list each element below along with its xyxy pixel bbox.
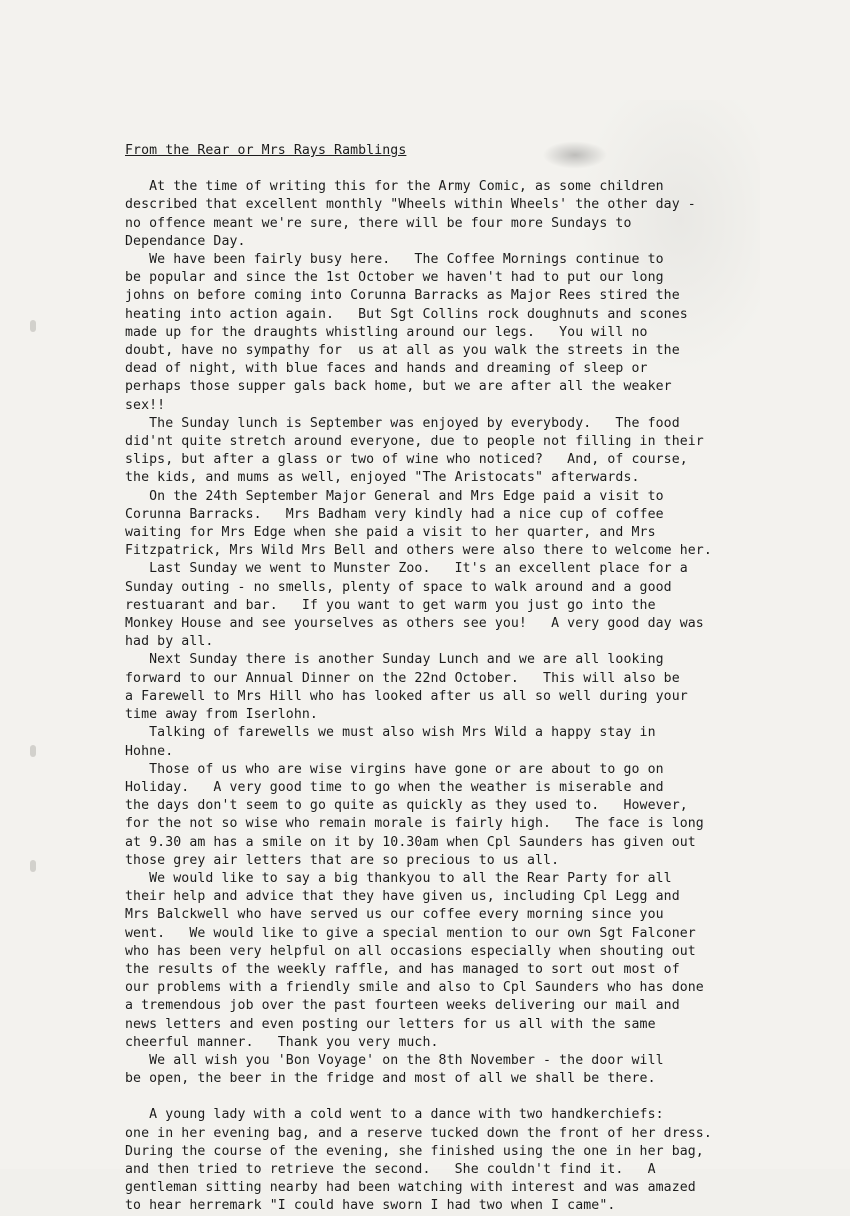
text-line: The Sunday lunch is September was enjoyed by everybody. The food [125,415,680,431]
text-line: who has been very helpful on all occasions especially when shouting out [125,943,696,959]
text-line: Next Sunday there is another Sunday Lunch and we are all looking [125,652,664,668]
text-line: had by all. [125,634,214,650]
text-line: Fitzpatrick, Mrs Wild Mrs Bell and others were also there to welcome her. [125,543,712,559]
text-line: Hohne. [125,743,174,759]
text-line: We all wish you 'Bon Voyage' on the 8th November - the door will [125,1052,664,1068]
text-line: for the not so wise who remain morale is fairly high. The face is long [125,816,704,832]
punch-mark [30,745,36,757]
text-line: We would like to say a big thankyou to all the Rear Party for all [125,870,672,886]
text-line: Last Sunday we went to Munster Zoo. It's an excellent place for a [125,561,688,577]
text-line: On the 24th September Major General and Mrs Edge paid a visit to [125,488,664,504]
text-line: restuarant and bar. If you want to get warm you just go into the [125,597,656,613]
punch-mark [30,320,36,332]
paragraph [125,488,735,561]
text-line: did'nt quite stretch around everyone, due to people not filling in their [125,434,704,450]
text-line: one in her evening bag, and a reserve tucked down the front of her dress. [125,1125,712,1141]
text-line: Monkey House and see yourselves as others see you! A very good day was [125,616,704,632]
text-line: dead of night, with blue faces and hands and dreaming of sleep or [125,361,648,377]
text-line: Holiday. A very good time to go when the weather is miserable and [125,779,664,795]
text-line: the days don't seem to go quite as quickly as they used to. However, [125,798,688,814]
text-line: doubt, have no sympathy for us at all as you walk the streets in the [125,343,680,359]
text-line: forward to our Annual Dinner on the 22nd October. This will also be [125,670,680,686]
text-line: slips, but after a glass or two of wine who noticed? And, of course, [125,452,688,468]
text-line: and then tried to retrieve the second. She couldn't find it. A [125,1161,656,1177]
paragraph [125,761,735,870]
paragraph [125,651,735,724]
text-line: Talking of farewells we must also wish Mrs Wild a happy stay in [125,725,656,741]
text-line: no offence meant we're sure, there will be four more Sundays to [125,215,632,231]
paragraph [125,560,735,651]
paragraph [125,251,735,415]
paragraph [125,870,735,1052]
text-line: their help and advice that they have given us, including Cpl Legg and [125,889,680,905]
text-line: a Farewell to Mrs Hill who has looked after us all so well during your [125,688,688,704]
text-line: Mrs Balckwell who have served us our coffee every morning since you [125,907,664,923]
text-line: We have been fairly busy here. The Coffee Mornings continue to [125,252,664,268]
text-line: those grey air letters that are so precious to us all. [125,852,560,868]
text-line: a tremendous job over the past fourteen weeks delivering our mail and [125,998,680,1014]
text-line: the kids, and mums as well, enjoyed "The Aristocats" afterwards. [125,470,640,486]
text-line: Corunna Barracks. Mrs Badham very kindly had a nice cup of coffee [125,506,664,522]
text-line: Those of us who are wise virgins have gone or are about to go on [125,761,664,777]
text-line: our problems with a friendly smile and also to Cpl Saunders who has done [125,980,704,996]
text-line: During the course of the evening, she finished using the one in her bag, [125,1143,704,1159]
article-body [125,178,735,1088]
text-line: gentleman sitting nearby had been watching with interest and was amazed [125,1180,696,1196]
text-line: be open, the beer in the fridge and most of all we shall be there. [125,1071,656,1087]
text-line: be popular and since the 1st October we haven't had to put our long [125,270,664,286]
text-line: Dependance Day. [125,233,246,249]
text-line: news letters and even posting our letters for us all with the same [125,1016,656,1032]
text-line: described that excellent monthly "Wheels within Wheels' the other day - [125,197,696,213]
text-line: waiting for Mrs Edge when she paid a visit to her quarter, and Mrs [125,525,656,541]
text-line: the results of the weekly raffle, and has managed to sort out most of [125,961,680,977]
text-line: johns on before coming into Corunna Barracks as Major Rees stired the [125,288,680,304]
article [125,142,735,1216]
text-line: time away from Iserlohn. [125,707,318,723]
text-line: at 9.30 am has a smile on it by 10.30am when Cpl Saunders has given out [125,834,696,850]
text-line: to hear herremark "I could have sworn I had two when I came". [125,1198,616,1214]
text-line: perhaps those supper gals back home, but we are after all the weaker [125,379,672,395]
paragraph [125,1106,735,1215]
anecdote [125,1106,735,1215]
paragraph [125,1052,735,1088]
text-line: went. We would like to give a special mention to our own Sgt Falconer [125,925,696,941]
paragraph [125,415,735,488]
text-line: made up for the draughts whistling around our legs. You will no [125,324,648,340]
text-line: cheerful manner. Thank you very much. [125,1034,439,1050]
text-line: Sunday outing - no smells, plenty of space to walk around and a good [125,579,672,595]
text-line: A young lady with a cold went to a dance with two handkerchiefs: [125,1107,664,1123]
text-line: sex!! [125,397,166,413]
paragraph [125,724,735,760]
punch-mark [30,860,36,872]
section-gap [125,1088,735,1106]
text-line: heating into action again. But Sgt Collins rock doughnuts and scones [125,306,688,322]
article-title: From the Rear or Mrs Rays Ramblings [125,143,407,158]
text-line: At the time of writing this for the Army Comic, as some children [125,179,664,195]
paragraph [125,178,735,251]
